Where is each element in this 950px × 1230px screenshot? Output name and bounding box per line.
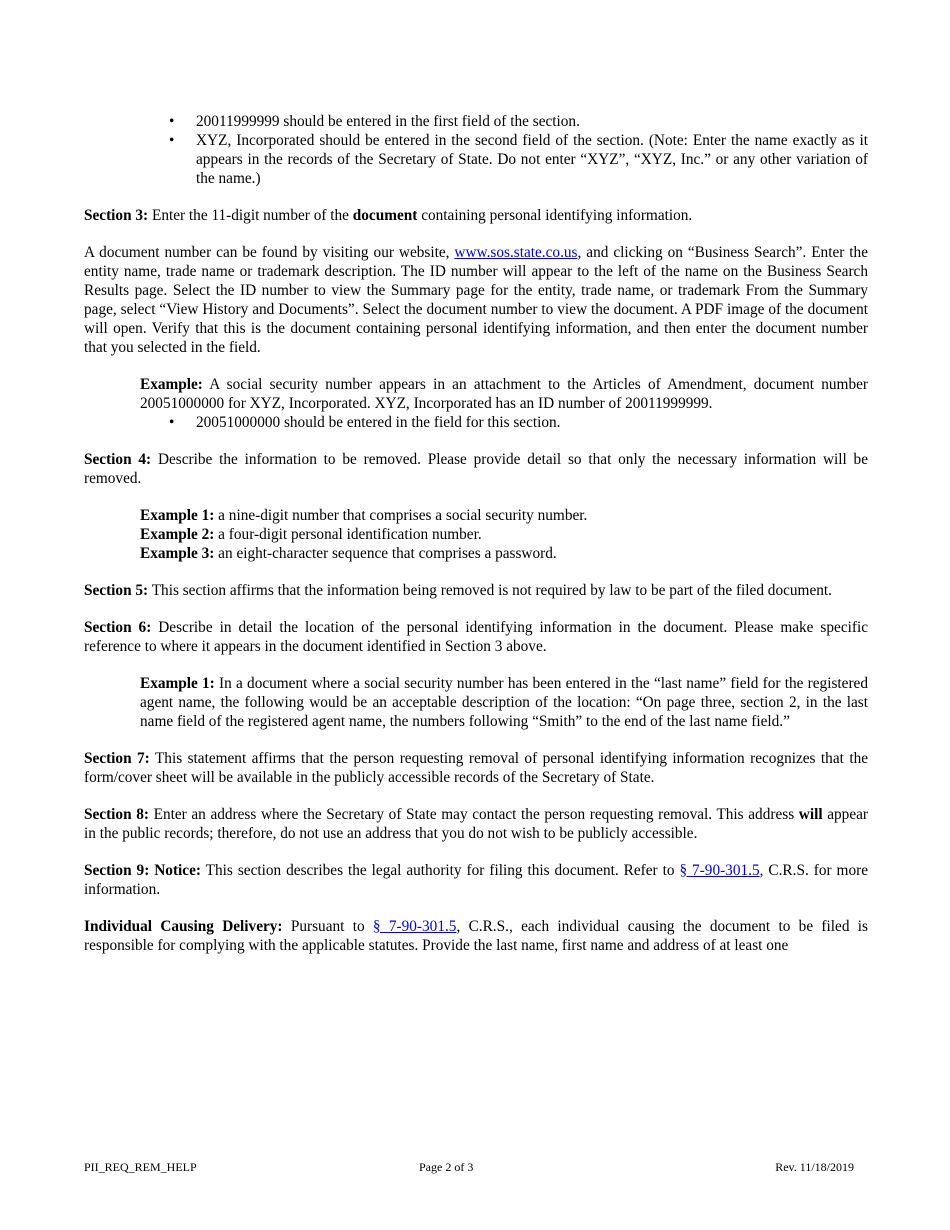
section-label: Section 6:	[84, 619, 152, 636]
section-4	[84, 450, 868, 488]
section-label: Section 3:	[84, 207, 149, 224]
list-item: • 20011999999 should be entered in the first field of the section.	[196, 112, 868, 131]
section-label: Individual Causing Delivery:	[84, 918, 283, 935]
example-text	[140, 674, 868, 731]
section-label: Section 8:	[84, 806, 149, 823]
top-bullet-list	[84, 112, 868, 188]
section-6	[84, 618, 868, 656]
section-label: Section 5:	[84, 582, 149, 599]
section-6-example	[84, 674, 868, 731]
document-page	[84, 112, 868, 955]
paragraph-text: A document number can be found by visiting our website,	[84, 244, 455, 261]
section-3-example	[84, 375, 868, 432]
emphasis-text: document	[352, 207, 418, 224]
section-text: containing personal identifying information.	[417, 207, 693, 224]
section-label: Section 4:	[84, 451, 152, 468]
list-item: • XYZ, Incorporated should be entered in the second field of the section. (Note: Enter the name exactly as it appears in the records of the Secretary of State. Do not enter “XYZ”, “XYZ, Inc.” or any other variation of the name.)	[196, 131, 868, 188]
example-body: a four-digit personal identification number.	[214, 526, 482, 543]
section-label: Section 7:	[84, 750, 150, 767]
section-text: , C.R.S. for more information.	[84, 862, 868, 898]
section-text: Enter the 11-digit number of the	[148, 207, 353, 224]
section-text: This statement affirms that the person requesting removal of personal identifying information recognizes that the form/cover sheet will be available in the publicly accessible records of the Secretary of State.	[84, 750, 869, 786]
section-text: Enter an address where the Secretary of State may contact the person requesting removal. This address	[148, 806, 799, 823]
example-bullet-list	[140, 413, 868, 432]
section-text: appear in the public records; therefore, do not use an address that you do not wish to be publicly accessible.	[84, 806, 868, 842]
example-line	[140, 544, 868, 563]
section-text: Describe the information to be removed. Please provide detail so that only the necessary information will be removed.	[84, 451, 868, 487]
example-label: Example 1:	[140, 675, 215, 692]
example-label: Example 3:	[140, 545, 215, 562]
paragraph-text: , and clicking on “Business Search”. Enter the entity name, trade name or trademark description. The ID number will appear to the left of the name on the Business Search Results page. Select the ID number to view the Summary page for the entity, trade name, or trademark From the Summary page, select “View History and Documents”. Select the document number to view the document. A PDF image of the document will open. Verify that this is the document containing personal identifying information, and then enter the document number that you selected in the field.	[84, 244, 868, 356]
section-7	[84, 749, 868, 787]
section-5	[84, 581, 868, 600]
example-body: a nine-digit number that comprises a social security number.	[214, 507, 588, 524]
example-label: Example 1:	[140, 507, 215, 524]
example-body: A social security number appears in an attachment to the Articles of Amendment, document number 20051000000 for XYZ, Incorporated. XYZ, Incorporated has an ID number of 20011999999.	[140, 376, 868, 412]
section-text: , C.R.S., each individual causing the document to be filed is responsible for complying with the applicable statutes. Provide the last name, first name and address of at least one	[84, 918, 868, 954]
section-8	[84, 805, 868, 843]
notice-label: Notice:	[149, 862, 201, 879]
statute-link[interactable]: § 7-90-301.5	[679, 862, 760, 879]
example-label: Example 2:	[140, 526, 215, 543]
list-item: • 20051000000 should be entered in the field for this section.	[196, 413, 868, 432]
section-9	[84, 861, 868, 899]
section-text: This section affirms that the information being removed is not required by law to be part of the filed document.	[148, 582, 832, 599]
example-text	[140, 375, 868, 413]
page-number: Page 2 of 3	[419, 1160, 474, 1174]
example-body: an eight-character sequence that comprises a password.	[214, 545, 557, 562]
emphasis-text: will	[798, 806, 823, 823]
statute-link[interactable]: § 7-90-301.5	[372, 918, 457, 935]
section-4-examples	[84, 506, 868, 563]
website-link[interactable]: www.sos.state.co.us	[454, 244, 578, 261]
section-label: Section 9:	[84, 862, 150, 879]
example-line	[140, 506, 868, 525]
document-number-paragraph	[84, 243, 868, 357]
section-3	[84, 206, 868, 225]
section-text: Pursuant to	[282, 918, 373, 935]
example-label: Example:	[140, 376, 203, 393]
form-id: PII_REQ_REM_HELP	[84, 1160, 197, 1174]
section-text: This section describes the legal authority for filing this document. Refer to	[200, 862, 680, 879]
section-text: Describe in detail the location of the personal identifying information in the document. Please make specific reference to where it appears in the document identified in Section 3 above.	[84, 619, 869, 655]
example-body: In a document where a social security number has been entered in the “last name” field for the registered agent name, the following would be an acceptable description of the location: “On page three, section 2, in the last name field of the registered agent name, the numbers following “Smith” to the end of the last name field.”	[140, 675, 868, 730]
individual-causing-delivery	[84, 917, 868, 955]
revision-date: Rev. 11/18/2019	[775, 1160, 854, 1174]
example-line	[140, 525, 868, 544]
